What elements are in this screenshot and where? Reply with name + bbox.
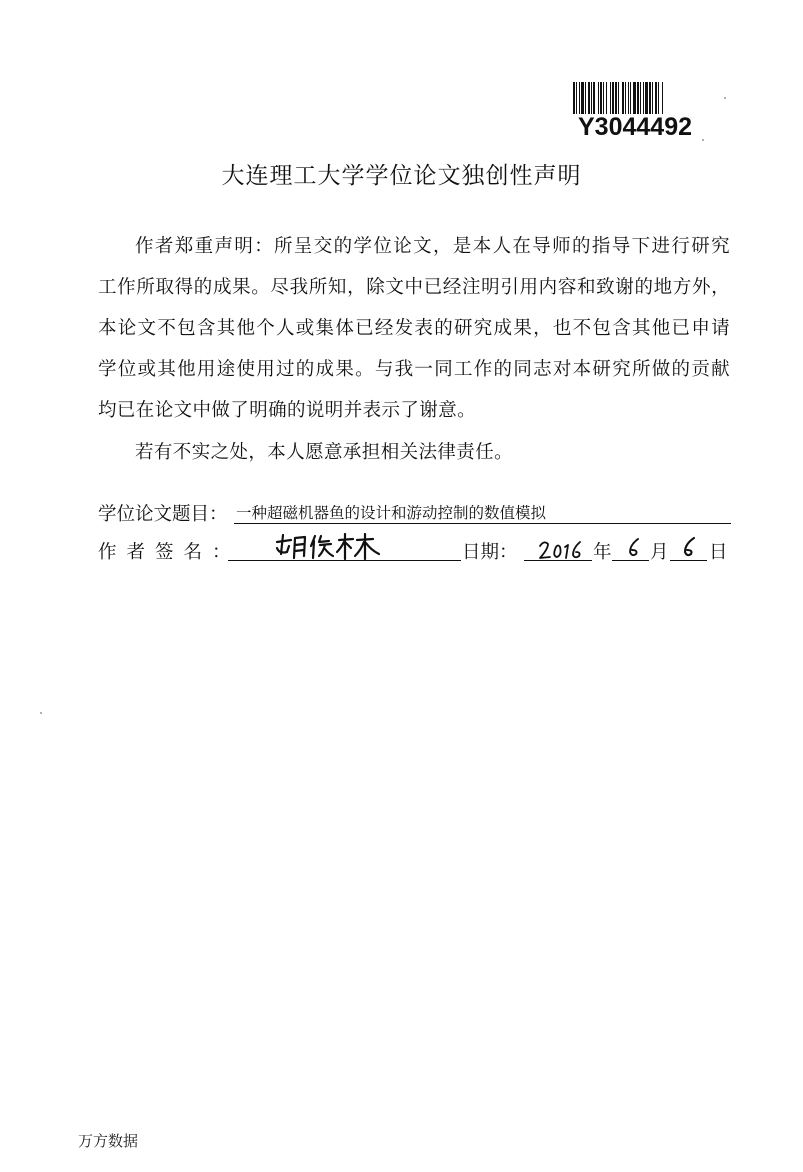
handwritten-year xyxy=(538,538,588,562)
statement-line-3: 本论文不包含其他个人或集体已经发表的研究成果，也不包含其他已申请 xyxy=(98,318,730,339)
footer-watermark: 万方数据 xyxy=(78,1132,139,1150)
handwritten-signature xyxy=(273,532,383,562)
statement-line-5: 均已在论文中做了明确的说明并表示了谢意。 xyxy=(98,400,477,421)
statement-line-2: 工作所取得的成果。尽我所知，除文中已经注明引用内容和致谢的地方外， xyxy=(98,277,730,298)
year-unit: 年 xyxy=(593,542,612,563)
statement-line-1: 作者郑重声明：所呈交的学位论文，是本人在导师的指导下进行研究 xyxy=(135,236,730,257)
day-underline xyxy=(670,560,707,561)
thesis-title-value: 一种超磁机器鱼的设计和游动控制的数值模拟 xyxy=(234,504,731,524)
handwritten-month xyxy=(626,536,644,560)
page-title: 大连理工大学学位论文独创性声明 xyxy=(221,163,582,189)
signature-label: 作者签名： xyxy=(98,542,241,563)
date-label: 日期： xyxy=(462,542,518,563)
month-unit: 月 xyxy=(650,542,669,563)
barcode-bars xyxy=(572,82,710,114)
barcode xyxy=(572,82,710,140)
barcode-number: Y3044492 xyxy=(578,113,693,141)
month-underline xyxy=(612,560,649,561)
scan-speck xyxy=(702,139,704,141)
statement-line-4: 学位或其他用途使用过的成果。与我一同工作的同志对本研究所做的贡献 xyxy=(98,359,730,380)
handwritten-day xyxy=(681,536,699,560)
responsibility-statement: 若有不实之处，本人愿意承担相关法律责任。 xyxy=(135,442,514,463)
scan-speck xyxy=(724,97,726,99)
thesis-title-label: 学位论文题目： xyxy=(98,504,228,525)
scan-speck xyxy=(40,712,42,714)
statement-paragraph xyxy=(98,226,730,431)
day-unit: 日 xyxy=(709,542,728,563)
